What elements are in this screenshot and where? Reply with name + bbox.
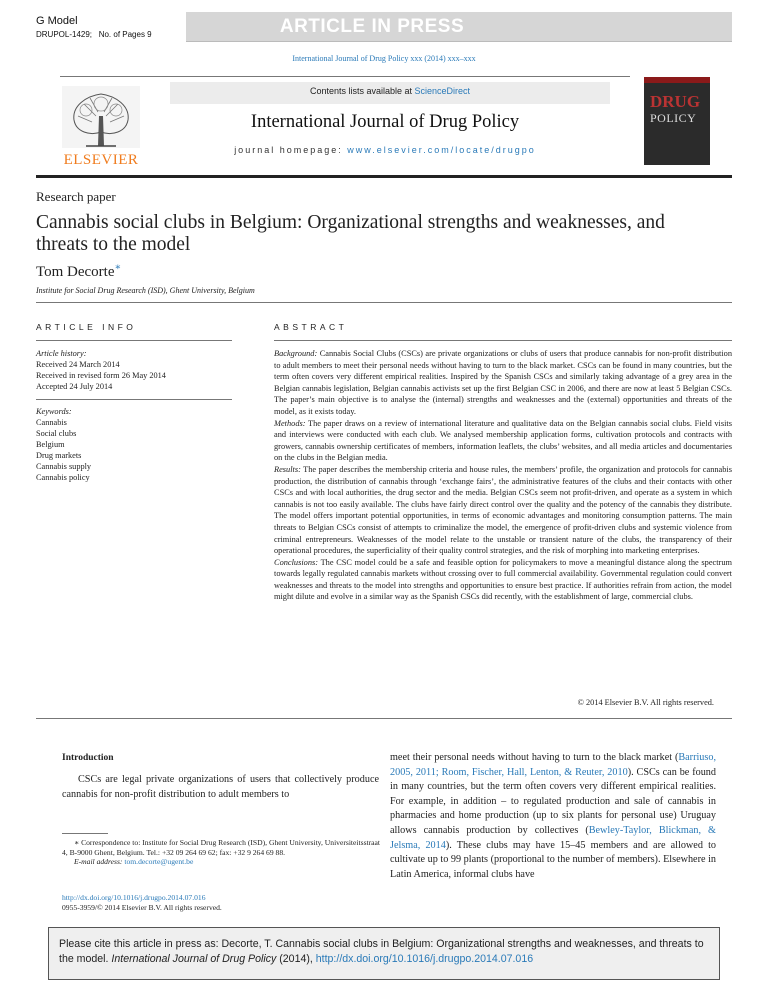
gmodel-text: G Model <box>36 15 78 27</box>
background-label: Background: <box>274 349 318 358</box>
article-info-rule <box>36 340 232 341</box>
footnote-rule <box>62 833 108 834</box>
conclusions-text: The CSC model could be a safe and feasible option for policymakers to move a meaningful distance along the spectrum towards legally regulated cannabis markets without crossing over to full commercial availability. Governmental regulation could convert weaknesses and threats to the model into strengths and opportunities to ensure best practice. If authorities refrain from action, the model might dilute and evolve in a similar way as the Spanish CSCs did recently, with the establishment of large, commercial clubs. <box>274 557 732 602</box>
page-count: No. of Pages 9 <box>98 30 152 39</box>
author-name[interactable]: Tom Decorte <box>36 264 115 280</box>
abstract-body <box>274 348 732 603</box>
email-line <box>62 857 382 867</box>
homepage-url-link[interactable]: www.elsevier.com/locate/drugpo <box>347 145 536 155</box>
issn-copyright: 0955-3959/© 2014 Elsevier B.V. All rights reserved. <box>62 903 222 912</box>
history-label: Article history: <box>36 349 87 358</box>
homepage-prefix: journal homepage: <box>234 145 348 155</box>
cite-year: (2014), <box>276 953 316 965</box>
cover-strip <box>644 77 710 83</box>
article-title: Cannabis social clubs in Belgium: Organizational strengths and weaknesses, and threats to the model <box>36 212 665 255</box>
conclusions-label: Conclusions: <box>274 557 319 567</box>
col2-text-b: ). CSCs can be found in many countries, but the term often covers very different empirical realities. For example, in addition – to regulated production and sale of cannabis in pharmacies and home production (up to six plants for personal use) Uruguay allows cannabis production by collectives ( <box>390 766 716 836</box>
methods-label: Methods: <box>274 418 306 428</box>
article-in-press-banner: ARTICLE IN PRESS <box>279 16 465 37</box>
doi-block <box>62 893 222 913</box>
manuscript-id: DRUPOL-1429; <box>36 30 93 39</box>
elsevier-tree-icon <box>56 80 146 170</box>
author <box>36 262 121 281</box>
doi-link[interactable]: http://dx.doi.org/10.1016/j.drugpo.2014.07.016 <box>62 893 206 902</box>
cite-doi-link[interactable]: http://dx.doi.org/10.1016/j.drugpo.2014.07.016 <box>315 953 534 965</box>
keywords-rule <box>36 399 232 400</box>
col2-text-a: meet their personal needs without having to turn to the black market ( <box>390 752 679 763</box>
contents-prefix: Contents lists available at <box>309 86 415 96</box>
abstract-heading: ABSTRACT <box>274 322 348 332</box>
background-text: Cannabis Social Clubs (CSCs) are private organizations or clubs of users that produce cannabis for non-profit distribution to adult members to meet their personal needs without having to turn to the black market. CSCs can be found in many countries, but the term often covers very different empirical realities. Inspired by the Spanish CSCs and similarly taking advantage of a grey area in the Belgian cannabis legislation, Belgian cannabis activists set up the first Belgian CSC in 2006, and there are now at least 5 Belgian CSCs. The paper’s main objective is to analyse the (internal) strengths and weaknesses and the (external) opportunities and threats of the model, as it exists today. <box>274 349 732 416</box>
keyword: Belgium <box>36 440 65 449</box>
keyword: Social clubs <box>36 429 77 438</box>
email-label: E-mail address: <box>74 857 123 867</box>
cover-title-drug: DRUG <box>650 92 701 111</box>
manuscript-meta <box>36 28 152 42</box>
cite-this-article-box <box>48 927 720 980</box>
cite-journal: International Journal of Drug Policy <box>111 953 277 965</box>
keyword: Cannabis <box>36 418 67 427</box>
masthead-bottom-rule <box>36 175 732 178</box>
header-separator <box>36 302 732 303</box>
col2-text-c: ). These clubs may have 15–45 members and are allowed to cultivate up to 99 plants (proportional to the number of members). Elsewhere in Latin America, informal clubs have <box>390 839 717 880</box>
history-accepted: Accepted 24 July 2014 <box>36 382 113 391</box>
footnote-text: Correspondence to: Institute for Social Drug Research (ISD), Ghent University, Universiteitsstraat 4, B-9000 Ghent, Belgium. Tel.: +32 09 264 69 62; fax: +32 9 264 69 88. <box>62 838 381 857</box>
methods-text: The paper draws on a review of international literature and qualitative data on the Belgian cannabis social clubs. Field visits and interviews were conducted with each club. We analysed membership application forms, cultivation protocols and contracts with growers, cannabis ownership certificates of members, information leaflets, the clubs’ websites, and all media articles and documentaries on the clubs in the Belgian media. <box>274 418 732 463</box>
elsevier-logo[interactable] <box>56 80 146 170</box>
journal-reference-link[interactable]: International Journal of Drug Policy xxx (2014) xxx–xxx <box>292 54 476 63</box>
elsevier-wordmark: ELSEVIER <box>63 152 139 168</box>
history-received: Received 24 March 2014 <box>36 360 120 369</box>
results-text: The paper describes the membership criteria and house rules, the members’ profile, the organization and protocols for cannabis production, the distribution of cannabis through ‘exchange fairs’, the administrative features of the clubs and their contacts with other CSCs and with local authorities, the drug sector and the media. Belgian CSCs seem not profit-driven, and operate as a system in which cannabis is not too easily available. The clubs have fairly direct control over the quality and the potency of the cannabis they distribute. The model offers important potential opportunities, in terms of economic advantages and monitoring consumption patterns. The main threats to Belgian CSCs consist of attempts to criminalize the model, the emergence of profit-driven clubs and systemic violence from criminal entrepreneurs. Weaknesses of the model relate to the unstable or transient nature of the clubs, the transparency of their operational procedures, the superficiality of their quality control strategies, and the risk of morphing into marketing enterprises. <box>274 464 732 556</box>
introduction-heading: Introduction <box>62 753 114 763</box>
footnote-mark: ∗ <box>74 838 80 847</box>
intro-column-1: CSCs are legal private organizations of users that collectively produce cannabis for non-profit distribution to adult members to <box>62 774 379 800</box>
body-separator <box>36 718 732 719</box>
gmodel-label <box>36 14 152 42</box>
results-label: Results: <box>274 464 301 474</box>
journal-title: International Journal of Drug Policy <box>250 112 520 132</box>
keyword: Cannabis supply <box>36 462 92 471</box>
citation-link[interactable]: Bewley-Taylor, Blickman, & Jelsma, 2014 <box>390 824 716 851</box>
intro-column-2 <box>390 751 716 882</box>
contents-lists-bar <box>170 82 610 104</box>
copyright: © 2014 Elsevier B.V. All rights reserved. <box>577 698 714 707</box>
keywords-label: Keywords: <box>36 407 72 416</box>
author-footnote-mark[interactable]: ∗ <box>114 262 122 273</box>
keyword: Cannabis policy <box>36 473 90 482</box>
sciencedirect-link[interactable]: ScienceDirect <box>414 86 471 96</box>
keyword: Drug markets <box>36 451 82 460</box>
cite-prefix: Please cite this article in press as: Decorte, T. Cannabis social clubs in Belgium: Organizational strengths and weaknesses, and threats to the model. <box>59 938 704 965</box>
correspondence-footnote <box>62 838 382 867</box>
abstract-methods <box>274 418 732 464</box>
abstract-rule <box>274 340 732 341</box>
affiliation: Institute for Social Drug Research (ISD), Ghent University, Belgium <box>36 286 255 295</box>
cover-title-policy: POLICY <box>650 111 697 125</box>
email-link[interactable]: tom.decorte@ugent.be <box>124 857 194 867</box>
abstract-conclusions <box>274 557 732 603</box>
journal-cover-thumbnail[interactable] <box>644 77 710 165</box>
abstract-results <box>274 464 732 557</box>
article-history <box>36 348 232 392</box>
citation-link[interactable]: Barriuso, 2005, 2011; Room, Fischer, Hall, Lenton, & Reuter, 2010 <box>390 752 716 778</box>
article-type: Research paper <box>36 189 116 204</box>
abstract-background <box>274 348 732 418</box>
journal-homepage <box>150 145 620 155</box>
article-info-heading: ARTICLE INFO <box>36 322 137 332</box>
history-revised: Received in revised form 26 May 2014 <box>36 371 166 380</box>
keywords <box>36 406 232 483</box>
masthead-top-rule <box>60 76 630 77</box>
